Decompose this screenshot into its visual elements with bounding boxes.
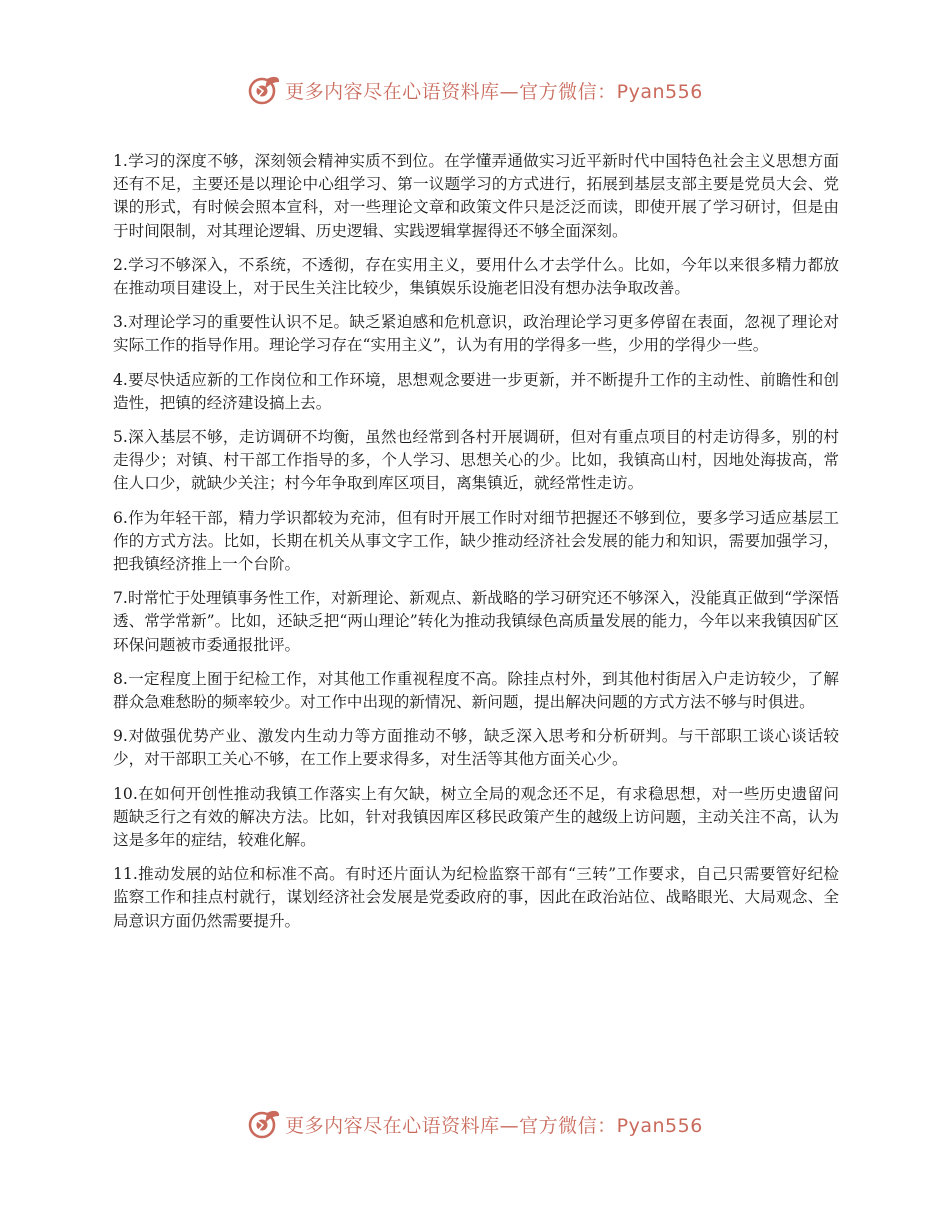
document-body [113,150,839,944]
paragraph-1: 1.学习的深度不够，深刻领会精神实质不到位。在学懂弄通做实习近平新时代中国特色社会主义思想方面还有不足，主要还是以理论中心组学习、第一议题学习的方式进行，拓展到基层支部主要是党员大会、党课的形式，有时候会照本宣科，对一些理论文章和政策文件只是泛泛而读，即使开展了学习研讨，但是由于时间限制，对其理论逻辑、历史逻辑、实践逻辑掌握得还不够全面深刻。 [113,152,839,240]
paragraph-8: 8.一定程度上囿于纪检工作，对其他工作重视程度不高。除挂点村外，到其他村街居入户走访较少，了解群众急难愁盼的频率较少。对工作中出现的新情况、新问题，提出解决问题的方式方法不够与时俱进。 [113,669,839,712]
quill-seal-logo-icon [247,1107,281,1141]
banner-text: 更多内容尽在心语资料库—官方微信：Pyan556 [285,80,703,103]
paragraph-7: 7.时常忙于处理镇事务性工作，对新理论、新观点、新战略的学习研究还不够深入，没能真正做到“学深悟透、常学常新”。比如，还缺乏把“两山理论”转化为推动我镇绿色高质量发展的能力，今年以来我镇因矿区环保问题被市委通报批评。 [113,589,839,654]
paragraph-10: 10.在如何开创性推动我镇工作落实上有欠缺，树立全局的观念还不足，有求稳思想，对一些历史遗留问题缺乏行之有效的解决方法。比如，针对我镇因库区移民政策产生的越级上访问题，主动关注不高，认为这是多年的症结，较难化解。 [113,784,839,850]
paragraph-5: 5.深入基层不够，走访调研不均衡，虽然也经常到各村开展调研，但对有重点项目的村走访得多，别的村走得少；对镇、村干部工作指导的多，个人学习、思想关心的少。比如，我镇高山村，因地处海拔高，常住人口少，就缺少关注；村今年争取到库区项目，离集镇近，就经常性走访。 [113,428,839,493]
paragraph-2: 2.学习不够深入，不系统，不透彻，存在实用主义，要用什么才去学什么。比如，今年以来很多精力都放在推动项目建设上，对于民生关注比较少，集镇娱乐设施老旧没有想办法争取改善。 [113,255,839,298]
paragraph-4: 4.要尽快适应新的工作岗位和工作环境，思想观念要进一步更新，并不断提升工作的主动性、前瞻性和创造性，把镇的经济建设搞上去。 [113,370,839,412]
paragraph-6: 6.作为年轻干部，精力学识都较为充沛，但有时开展工作时对细节把握还不够到位，要多学习适应基层工作的方式方法。比如，长期在机关从事文字工作，缺少推动经济社会发展的能力和知识，需要加强学习，把我镇经济推上一个台阶。 [113,508,839,574]
paragraph-3: 3.对理论学习的重要性认识不足。缺乏紧迫感和危机意识，政治理论学习更多停留在表面，忽视了理论对实际工作的指导作用。理论学习存在“实用主义”，认为有用的学得多一些，少用的学得少一些。 [113,313,839,355]
banner-text: 更多内容尽在心语资料库—官方微信：Pyan556 [285,1114,703,1137]
paragraph-9: 9.对做强优势产业、激发内生动力等方面推动不够，缺乏深入思考和分析研判。与干部职工谈心谈话较少，对干部职工关心不够，在工作上要求得多，对生活等其他方面关心少。 [113,727,839,769]
paragraph-11: 11.推动发展的站位和标准不高。有时还片面认为纪检监察干部有“三转”工作要求，自己只需要管好纪检监察工作和挂点村就行，谋划经济社会发展是党委政府的事，因此在政治站位、战略眼光、大局观念、全局意识方面仍然需要提升。 [113,865,839,930]
footer-watermark-banner [0,1102,950,1146]
quill-seal-logo-icon [247,73,281,107]
header-watermark-banner [0,68,950,112]
